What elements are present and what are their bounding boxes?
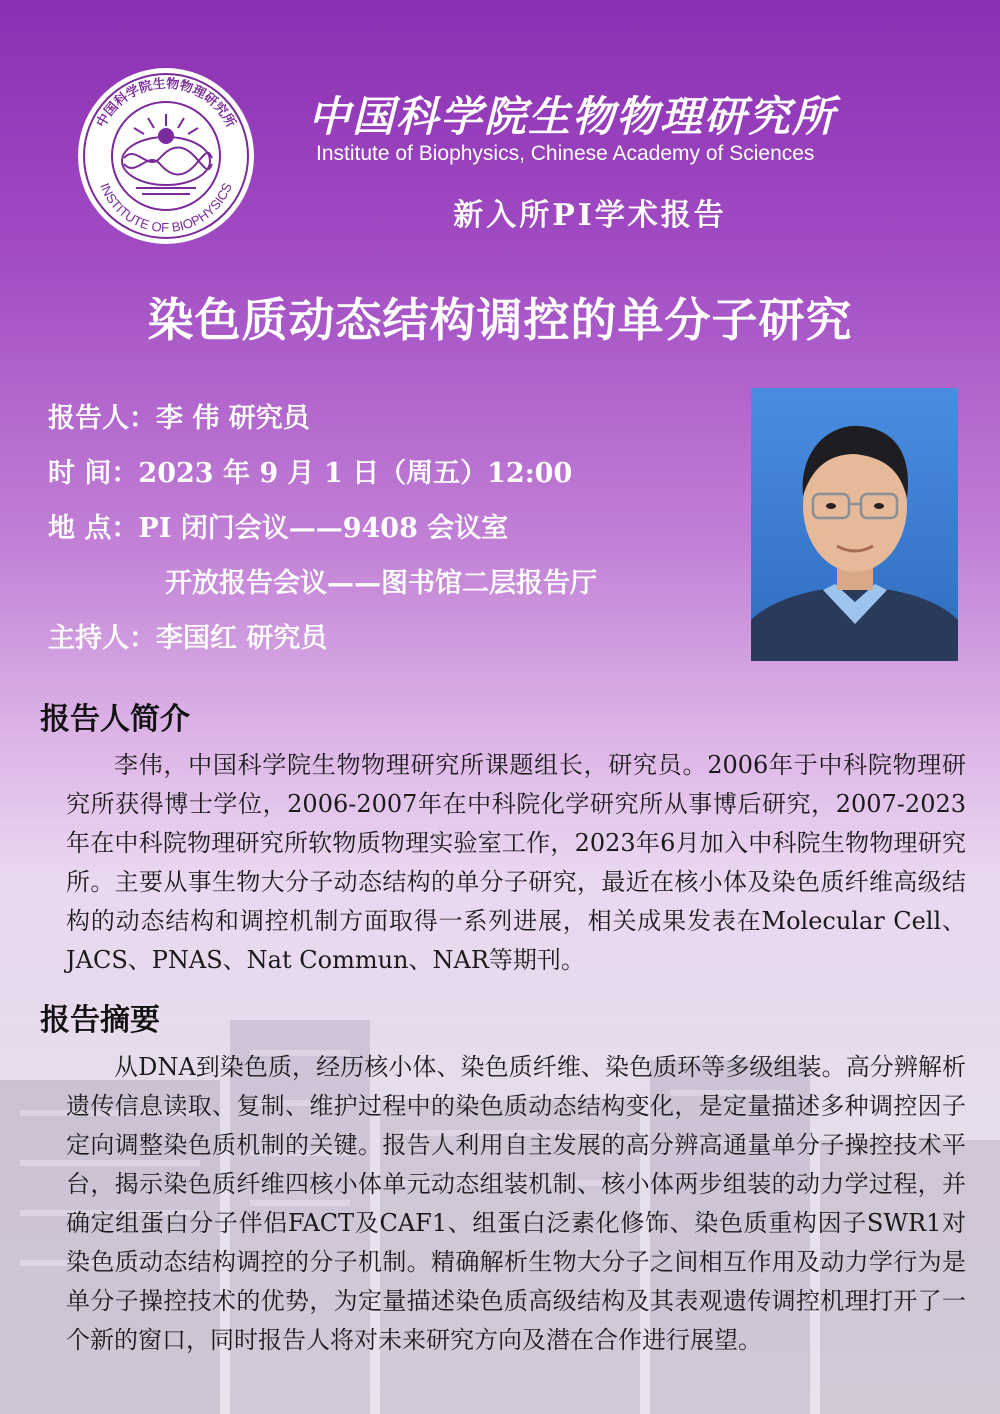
speaker-row — [48, 396, 310, 435]
place-row — [48, 506, 508, 545]
host-row — [48, 616, 327, 655]
place-value-2: 开放报告会议——图书馆二层报告厅 — [165, 568, 597, 599]
seal-ring-text-top: 中国科学院生物物理研究所 — [94, 76, 238, 131]
host-label: 主持人： — [48, 623, 156, 654]
institute-name-cn: 中国科学院生物物理研究所 — [308, 92, 837, 141]
bio-heading: 报告人简介 — [40, 702, 190, 737]
speaker-value: 李 伟 研究员 — [156, 403, 310, 434]
place-row-2 — [165, 561, 597, 600]
bio-paragraph: 李伟，中国科学院生物物理研究所课题组长，研究员。2006年于中科院物理研究所获得博士学位，2006-2007年在中科院化学研究所从事博后研究，2007-2023年在中科院物理研究所软物质物理实验室工作，2023年6月加入中科院生物物理研究所。主要从事生物大分子动态结构的单分子研究，最近在核小体及染色质纤维高级结构的动态结构和调控机制方面取得一系列进展，相关成果发表在Molecular Cell、JACS、PNAS、Nat Commun、NAR等期刊。 — [66, 751, 966, 974]
abstract-heading: 报告摘要 — [40, 1003, 160, 1038]
speaker-photo — [751, 388, 958, 661]
seal-ring-text-bottom: INSTITUTE OF BIOPHYSICS — [97, 180, 235, 236]
talk-title: 染色质动态结构调控的单分子研究 — [147, 293, 853, 347]
place-label: 地 点： — [48, 513, 139, 544]
abstract-paragraph: 从DNA到染色质，经历核小体、染色质纤维、染色质环等多级组装。高分辨解析遗传信息读取、复制、维护过程中的染色质动态结构变化，是定量描述多种调控因子定向调整染色质机制的关键。报告人利用自主发展的高分辨高通量单分子操控技术平台，揭示染色质纤维四核小体单元动态组装机制、核小体两步组装的动力学过程，并确定组蛋白分子伴侣FACT及CAF1、组蛋白泛素化修饰、染色质重构因子SWR1对染色质动态结构调控的分子机制。精确解析生物大分子之间相互作用及动力学行为是单分子操控技术的优势，为定量描述染色质高级结构及其表观遗传调控机理打开了一个新的窗口，同时报告人将对未来研究方向及潜在合作进行展望。 — [66, 1053, 966, 1354]
lecture-series-title: 新入所PI学术报告 — [453, 198, 727, 233]
institute-seal-icon — [76, 66, 256, 246]
time-row — [48, 451, 572, 490]
speaker-label: 报告人： — [48, 403, 156, 434]
institute-name-en: Institute of Biophysics, Chinese Academy of Sciences — [316, 142, 815, 165]
place-value: PI 闭门会议——9408 会议室 — [138, 513, 509, 544]
time-label: 时 间： — [48, 458, 139, 489]
time-value: 2023 年 9 月 1 日（周五）12:00 — [138, 458, 573, 489]
host-value: 李国红 研究员 — [156, 623, 328, 654]
